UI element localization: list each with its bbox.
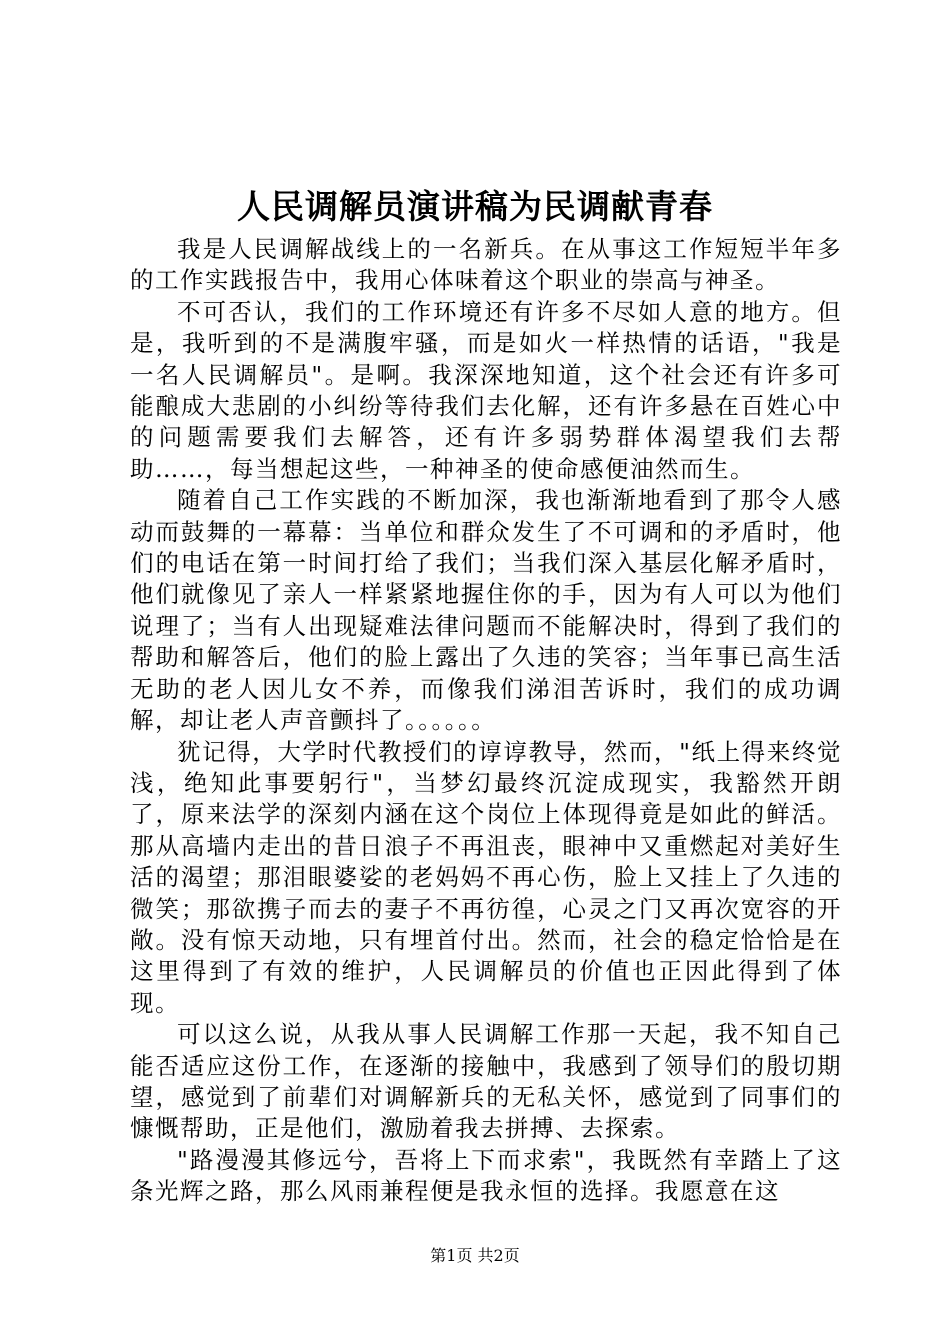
paragraph: 随着自己工作实践的不断加深，我也渐渐地看到了那令人感动而鼓舞的一幕幕：当单位和群众发生了不可调和的矛盾时，他们的电话在第一时间打给了我们；当我们深入基层化解矛盾时，他们就像见了亲人一样紧紧地握住你的手，因为有人可以为他们说理了；当有人出现疑难法律问题而不能解决时，得到了我们的帮助和解答后，他们的脸上露出了久违的笑容；当年事已高生活无助的老人因儿女不养，而像我们涕泪苦诉时，我们的成功调解，却让老人声音颤抖了。。。。。。 <box>130 486 842 735</box>
paragraph: 不可否认，我们的工作环境还有许多不尽如人意的地方。但是，我听到的不是满腹牢骚，而是如火一样热情的话语，"我是一名人民调解员"。是啊。我深深地知道，这个社会还有许多可能酿成大悲剧的小纠纷等待我们去化解，还有许多悬在百姓心中的问题需要我们去解答，还有许多弱势群体渴望我们去帮助……，每当想起这些，一种神圣的使命感便油然而生。 <box>130 297 842 483</box>
page-number-footer: 第1页 共2页 <box>430 1246 520 1265</box>
paragraph: 犹记得，大学时代教授们的谆谆教导，然而，"纸上得来终觉浅，绝知此事要躬行"，当梦幻最终沉淀成现实，我豁然开朗了，原来法学的深刻内涵在这个岗位上体现得竟是如此的鲜活。那从高墙内走出的昔日浪子不再沮丧，眼神中又重燃起对美好生活的渴望；那泪眼婆娑的老妈妈不再心伤，脸上又挂上了久违的微笑；那欲携子而去的妻子不再彷徨，心灵之门又再次宽容的开敞。没有惊天动地，只有埋首付出。然而，社会的稳定恰恰是在这里得到了有效的维护，人民调解员的价值也正因此得到了体现。 <box>130 737 842 1017</box>
document-title: 人民调解员演讲稿为民调献青春 <box>237 187 713 226</box>
paragraph: 可以这么说，从我从事人民调解工作那一天起，我不知自己能否适应这份工作，在逐渐的接触中，我感到了领导们的殷切期望，感觉到了前辈们对调解新兵的无私关怀，感觉到了同事们的慷慨帮助，正是他们，激励着我去拼搏、去探索。 <box>130 1020 842 1143</box>
document-body <box>130 234 842 1208</box>
paragraph: "路漫漫其修远兮，吾将上下而求索"，我既然有幸踏上了这条光辉之路，那么风雨兼程便是我永恒的选择。我愿意在这 <box>130 1145 842 1206</box>
paragraph: 我是人民调解战线上的一名新兵。在从事这工作短短半年多的工作实践报告中，我用心体味着这个职业的崇高与神圣。 <box>130 235 842 295</box>
